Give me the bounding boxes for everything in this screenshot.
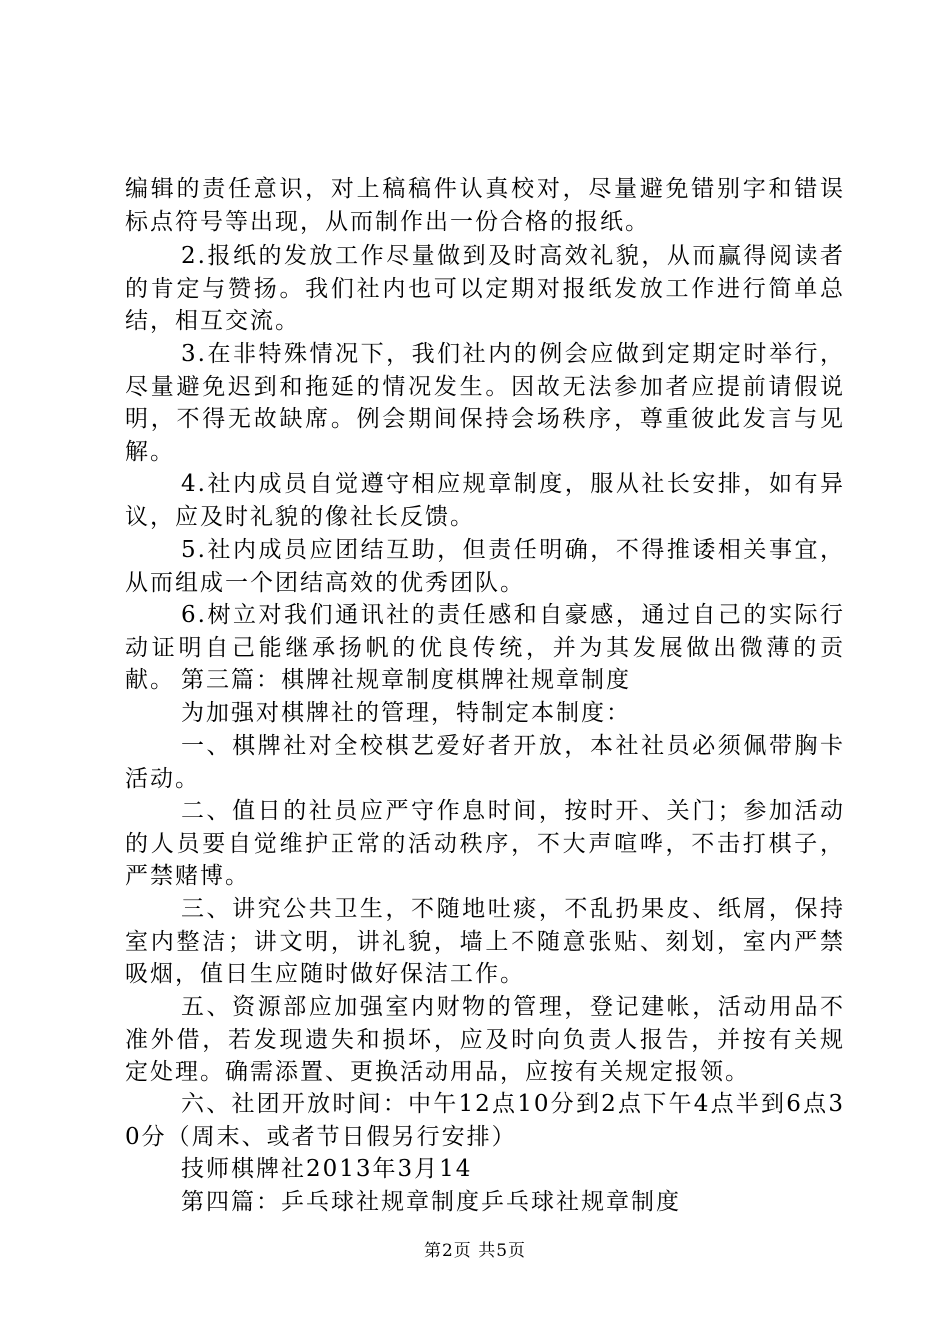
paragraph-article-1: 一、棋牌社对全校棋艺爱好者开放，本社社员必须佩带胸卡活动。	[125, 733, 845, 792]
paragraph-article-3: 三、讲究公共卫生，不随地吐痰，不乱扔果皮、纸屑，保持室内整洁；讲文明，讲礼貌，墙上不随意张贴、刻划，室内严禁吸烟，值日生应随时做好保洁工作。	[125, 896, 845, 987]
page-number: 第2页 共5页	[423, 1241, 527, 1261]
paragraph-rule-2: 2.报纸的发放工作尽量做到及时高效礼貌，从而赢得阅读者的肯定与赞扬。我们社内也可以定期对报纸发放工作进行简单总结，相互交流。	[125, 243, 845, 334]
section-heading-3: 第三篇：棋牌社规章制度棋牌社规章制度	[181, 667, 631, 693]
section-heading-4: 第四篇：乒乓球社规章制度乒乓球社规章制度	[181, 1189, 681, 1215]
paragraph-rule-4: 4.社内成员自觉遵守相应规章制度，服从社长安排，如有异议，应及时礼貌的像社长反馈。	[125, 471, 845, 530]
paragraph-rule-5: 5.社内成员应团结互助，但责任明确，不得推诿相关事宜，从而组成一个团结高效的优秀团队。	[125, 537, 845, 596]
paragraph-signature: 技师棋牌社2013年3月14	[181, 1156, 473, 1182]
paragraph-continuation: 编辑的责任意识，对上稿稿件认真校对，尽量避免错别字和错误标点符号等出现，从而制作出一份合格的报纸。	[125, 176, 845, 235]
paragraph-article-5: 五、资源部应加强室内财物的管理，登记建帐，活动用品不准外借，若发现遗失和损坏，应及时向负责人报告，并按有关规定处理。确需添置、更换活动用品，应按有关规定报领。	[125, 994, 845, 1085]
paragraph-article-2: 二、值日的社员应严守作息时间，按时开、关门；参加活动的人员要自觉维护正常的活动秩序，不大声喧哗，不击打棋子，严禁赌博。	[125, 798, 845, 889]
paragraph-article-6: 六、社团开放时间：中午12点10分到2点下午4点半到6点30分（周末、或者节日假另行安排）	[125, 1091, 845, 1150]
paragraph-intro: 为加强对棋牌社的管理，特制定本制度：	[181, 700, 631, 726]
paragraph-rule-6: 6.树立对我们通讯社的责任感和自豪感，通过自己的实际行动证明自己能继承扬帆的优良传统，并为其发展做出微薄的贡献。	[125, 602, 845, 693]
paragraph-rule-3: 3.在非特殊情况下，我们社内的例会应做到定期定时举行，尽量避免迟到和拖延的情况发生。因故无法参加者应提前请假说明，不得无故缺席。例会期间保持会场秩序，尊重彼此发言与见解。	[125, 341, 845, 465]
